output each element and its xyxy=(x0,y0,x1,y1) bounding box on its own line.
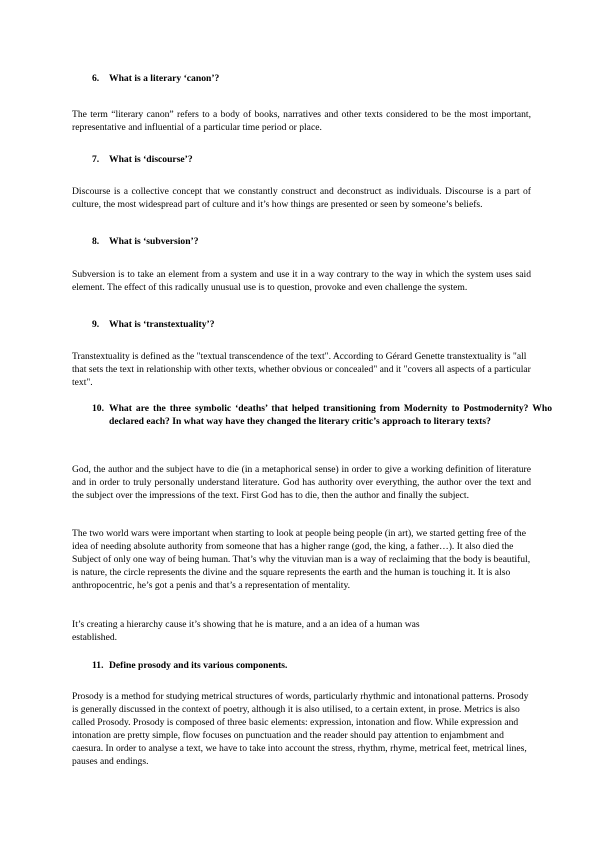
question-text: What is ‘discourse’? xyxy=(109,154,193,165)
question-number: 7. xyxy=(92,154,100,165)
answer-6: The term “literary canon” refers to a body of books, narratives and other texts considered to be the most important, representative and influential of a particular time period or place. xyxy=(72,109,531,133)
question-text: What is ‘subversion’? xyxy=(109,236,199,247)
question-6-heading xyxy=(92,72,532,85)
answer-10-paragraph-1: God, the author and the subject have to die (in a metaphorical sense) in order to give a working definition of literature and in order to truly personally understand literature. God has authority over everything, the author over the text and the subject over the impressions of the text. First God has to die, then the author and finally the subject. xyxy=(72,464,531,501)
question-10-heading xyxy=(92,402,552,428)
answer-11: Prosody is a method for studying metrical structures of words, particularly rhythmic and intonational patterns. Prosody is generally discussed in the context of poetry, although it is also utilised, to a certain extent, in prose. Metrics is also called Prosody. Prosody is composed of three basic elements: expression, intonation and flow. While expression and intonation are pretty simple, flow focuses on punctuation and the reader should pay attention to enjambment and caesura. In order to analyse a text, we have to take into account the stress, rhythm, rhyme, metrical feet, metrical lines, pauses and endings. xyxy=(72,691,529,767)
question-number: 6. xyxy=(92,73,100,84)
question-8-heading xyxy=(92,235,532,248)
question-number: 10. xyxy=(92,403,104,414)
answer-9: Transtextuality is defined as the "textual transcendence of the text". According to Gérard Genette transtextuality is "all that sets the text in relationship with other texts, whether obvious or concealed" and it "covers all aspects of a particular text". xyxy=(72,351,531,388)
question-number: 8. xyxy=(92,236,100,247)
question-number: 11. xyxy=(92,660,104,671)
answer-8: Subversion is to take an element from a system and use it in a way contrary to the way in which the system uses said element. The effect of this radically unusual use is to question, provoke and even challenge the system. xyxy=(72,269,531,293)
question-text: Define prosody and its various components. xyxy=(109,660,288,671)
question-text: What is ‘transtextuality’? xyxy=(109,319,215,330)
answer-7: Discourse is a collective concept that we constantly construct and deconstruct as individuals. Discourse is a part of culture, the most widespread part of culture and it’s how things are presented or seen by someone’s beliefs. xyxy=(72,186,531,210)
answer-10-paragraph-3: It’s creating a hierarchy cause it’s showing that he is mature, and a an idea of a human was established. xyxy=(72,619,420,643)
answer-10-paragraph-2: The two world wars were important when starting to look at people being people (in art), we started getting free of the idea of needing absolute authority from someone that has a higher range (god, the king, a father…). It also died the Subject of only one way of being human. That’s why the vituvian man is a way of reclaiming that the body is beautiful, is nature, the circle represents the divine and the square represents the earth and the human is touching it. It is also anthropocentric, he’s got a penis and that’s a representation of mentality. xyxy=(72,528,531,591)
question-7-heading xyxy=(92,153,532,166)
question-number: 9. xyxy=(92,319,100,330)
question-11-heading xyxy=(92,659,532,672)
question-text: What is a literary ‘canon’? xyxy=(109,73,220,84)
question-text: What are the three symbolic ‘deaths’ that helped transitioning from Modernity to Postmodernity? Who declared each? In what way have they changed the literary critic’s approach to literary texts? xyxy=(109,403,552,427)
question-9-heading xyxy=(92,318,532,331)
